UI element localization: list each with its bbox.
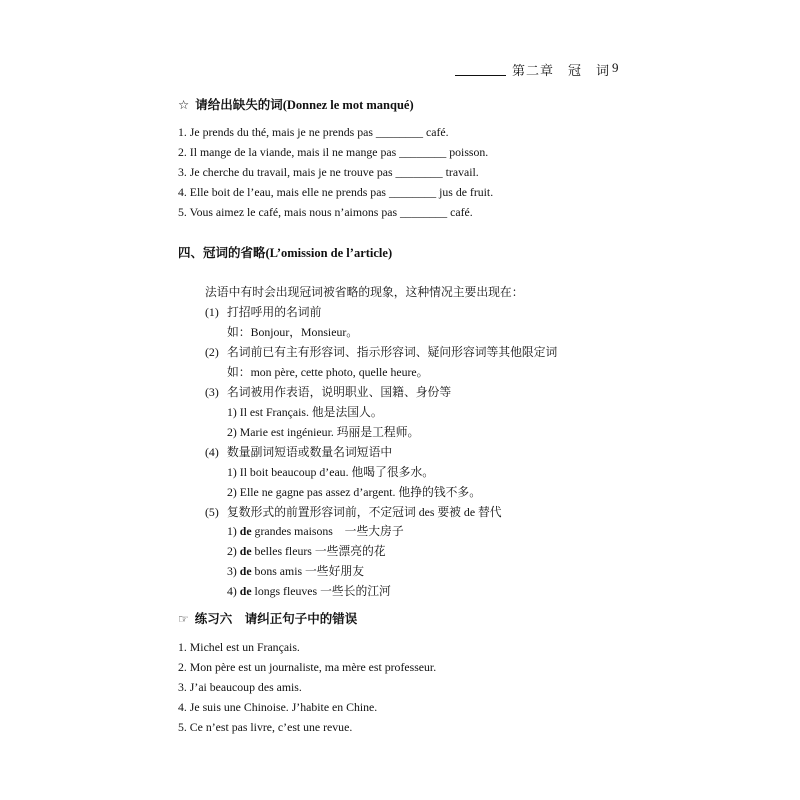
exercise-missing-item: 3. Je cherche du travail, mais je ne trouve pas ________ travail. [178,165,479,179]
case-example: 2) Marie est ingénieur. 玛丽是工程师。 [227,425,420,439]
star-icon: ☆ [178,98,190,112]
example-bold: de [239,584,252,598]
case-text: 数量副词短语或数量名词短语中 [227,445,393,459]
case-example: 1) Il est Français. 他是法国人。 [227,405,383,419]
header-rule [455,75,506,76]
exercise-missing-item: 1. Je prends du thé, mais je ne prends pas ________ café. [178,125,449,139]
pointing-hand-icon: ☞ [178,612,189,626]
example-bold: de [239,544,252,558]
exercise-missing-item: 5. Vous aimez le café, mais nous n’aimons pas ________ café. [178,205,473,219]
exercise-missing-title: 请给出缺失的词(Donnez le mot manqué) [195,98,414,112]
case-example: 如：mon père, cette photo, quelle heure。 [227,365,429,379]
case-5 [205,503,502,520]
case-text: 名词前已有主有形容词、指示形容词、疑问形容词等其他限定词 [227,345,558,359]
exercise-missing-heading [178,95,414,113]
exercise-missing-item: 2. Il mange de la viande, mais il ne mange pas ________ poisson. [178,145,489,159]
section-4-title: 四、冠词的省略(L’omission de l’article) [178,246,393,260]
example-rest: grandes maisons 一些大房子 [251,524,404,538]
section-4-intro: 法语中有时会出现冠词被省略的现象，这种情况主要出现在： [205,285,524,299]
case-number: (5) [205,505,219,519]
exercise-6-item: 2. Mon père est un journaliste, ma mère est professeur. [178,660,437,674]
example-bold: de [239,564,252,578]
example-prefix: 3) [227,564,240,578]
case-2 [205,343,557,360]
example-prefix: 4) [227,584,240,598]
example-bold: de [239,524,252,538]
case-example: 1) Il boit beaucoup d’eau. 他喝了很多水。 [227,465,435,479]
case-number: (3) [205,385,219,399]
example-rest: longs fleuves 一些长的江河 [251,584,391,598]
example-prefix: 2) [227,544,240,558]
case-number: (4) [205,445,219,459]
case-number: (1) [205,305,219,319]
case-example [227,582,391,599]
page-number: 9 [612,60,619,75]
exercise-6-item: 5. Ce n’est pas livre, c’est une revue. [178,720,353,734]
exercise-6-heading [178,609,357,627]
case-example [227,522,404,539]
case-example [227,562,364,579]
case-number: (2) [205,345,219,359]
case-example: 如：Bonjour，Monsieur。 [227,325,359,339]
case-text: 名词被用作表语，说明职业、国籍、身份等 [227,385,452,399]
exercise-6-title: 练习六 请纠正句子中的错误 [194,612,358,626]
case-example [227,542,386,559]
example-rest: belles fleurs 一些漂亮的花 [251,544,386,558]
case-text: 打招呼用的名词前 [227,305,322,319]
exercise-6-item: 1. Michel est un Français. [178,640,300,654]
case-3 [205,383,451,400]
example-rest: bons amis 一些好朋友 [251,564,364,578]
case-text: 复数形式的前置形容词前，不定冠词 des 要被 de 替代 [227,505,502,519]
case-4 [205,443,392,460]
case-example: 2) Elle ne gagne pas assez d’argent. 他挣的钱不多。 [227,485,482,499]
exercise-missing-item: 4. Elle boit de l’eau, mais elle ne prends pas ________ jus de fruit. [178,185,494,199]
case-1 [205,303,321,320]
chapter-title: 第二章 冠 词 [512,63,611,78]
exercise-6-item: 4. Je suis une Chinoise. J’habite en Chine. [178,700,378,714]
exercise-6-item: 3. J’ai beaucoup des amis. [178,680,302,694]
example-prefix: 1) [227,524,240,538]
